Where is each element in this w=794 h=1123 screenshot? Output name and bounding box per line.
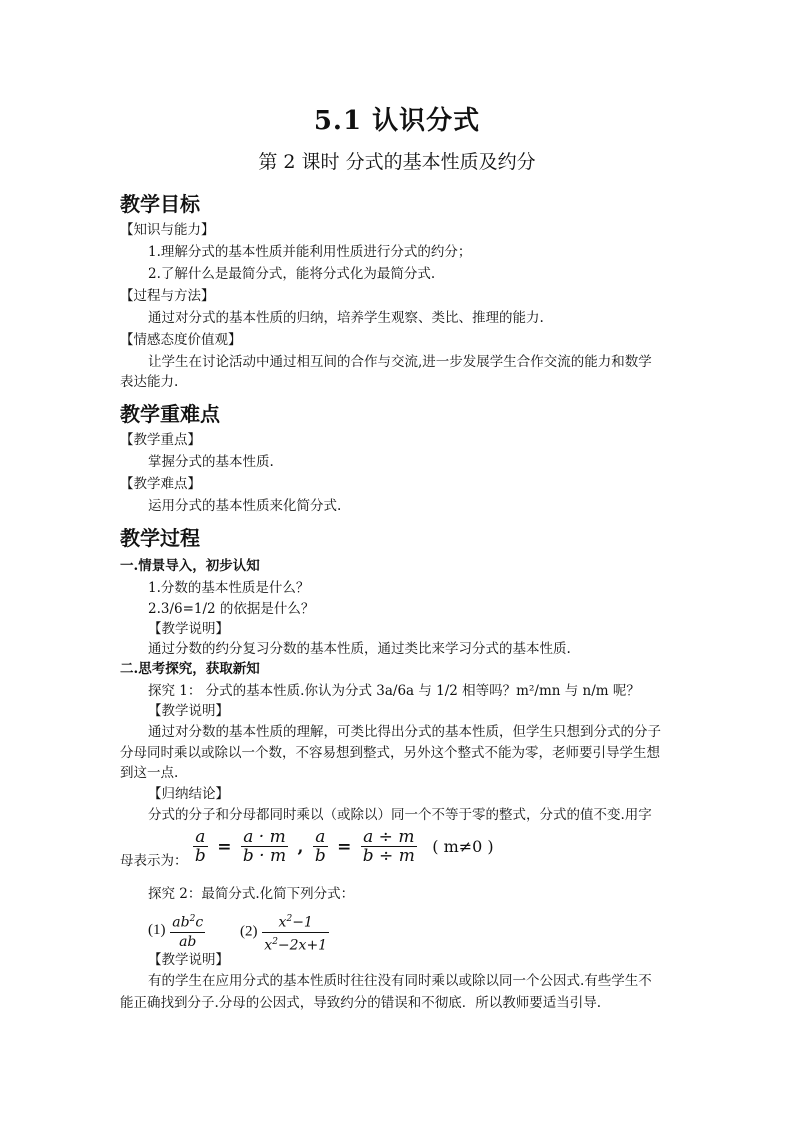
attitude-line-2: 表达能力. [120,374,179,390]
exercise-1: (1) $\frac{ab^2c}{ab}$ [148,910,205,951]
exercise-2-fraction: $\frac{x^2-1}{x^2-2x+1}$ [262,910,329,954]
tag-method: 【过程与方法】 [120,288,215,304]
page-title: 5.1 认识分式 [313,106,481,136]
conclusion-line-2: 母表示为： [120,853,188,869]
note-2-line-3: 到这一点. [120,765,179,781]
difficulty-item-1: 运用分式的基本性质来化简分式. [148,498,342,514]
note-2-line-2: 分母同时乘以或除以一个数，不容易想到整式，另外这个整式不能为零，老师要引导学生想 [120,745,660,761]
attitude-line-1: 让学生在讨论活动中通过相互间的合作与交流,进一步发展学生合作交流的能力和数学 [148,354,652,370]
comma: , [297,836,304,857]
equals-sign-2: = [337,836,352,857]
exercise-2: (2) $\frac{x^2-1}{x^2-2x+1}$ [240,910,329,954]
section-heading-goals: 教学目标 [120,192,200,216]
explore-1: 探究 1： 分式的基本性质.你认为分式 3a/6a 与 1/2 相等吗？m²/mn 与 n/m 呢？ [148,683,640,699]
fraction-property-formula [120,828,494,869]
tag-knowledge: 【知识与能力】 [120,222,215,238]
equals-sign: = [217,836,232,857]
section-heading-process: 教学过程 [120,526,200,550]
note-3-line-2: 能正确找到分子.分母的公因式，导致约分的错误和不彻底．所以教师要适当引导. [120,995,602,1011]
explore-2: 探究 2：最简分式.化简下列分式： [148,886,355,902]
tag-note-1: 【教学说明】 [148,621,229,637]
fraction-a-over-b: $\frac{a}{b}$ [194,827,206,866]
fraction-a-div-m-over-b-div-m: $\frac{a \div m}{b \div m}$ [362,827,415,866]
tag-focus: 【教学重点】 [120,432,201,448]
note-1: 通过分数的约分复习分数的基本性质，通过类比来学习分式的基本性质. [148,641,571,657]
method-item-1: 通过对分式的基本性质的归纳，培养学生观察、类比、推理的能力. [148,310,544,326]
tag-attitude: 【情感态度价值观】 [120,332,242,348]
note-3-line-1: 有的学生在应用分式的基本性质时往往没有同时乘以或除以同一个公因式.有些学生不 [148,973,652,989]
nonzero-condition: ( m≠0 ) [432,837,494,856]
knowledge-item-2: 2.了解什么是最简分式，能将分式化为最简分式. [148,266,436,282]
fraction-a-over-b-2: $\frac{a}{b}$ [314,827,326,866]
question-1: 1.分数的基本性质是什么？ [148,580,310,596]
note-2-line-1: 通过对分数的基本性质的理解，可类比得出分式的基本性质，但学生只想到分式的分子 [148,724,661,740]
part2-title: 二.思考探究，获取新知 [120,661,260,677]
section-heading-key-points: 教学重难点 [120,402,220,426]
tag-conclusion: 【归纳结论】 [148,786,229,802]
fraction-am-over-bm: $\frac{a \cdot m}{b \cdot m}$ [242,827,287,866]
question-2: 2.3/6=1/2 的依据是什么？ [148,601,315,617]
focus-item-1: 掌握分式的基本性质. [148,454,274,470]
tag-note-2: 【教学说明】 [148,703,229,719]
tag-note-3: 【教学说明】 [148,952,229,968]
page-subtitle: 第 2 课时 分式的基本性质及约分 [258,151,536,173]
conclusion-line-1: 分式的分子和分母都同时乘以（或除以）同一个不等于零的整式，分式的值不变.用字 [148,807,652,823]
part1-title: 一.情景导入，初步认知 [120,558,260,574]
exercise-1-fraction: $\frac{ab^2c}{ab}$ [170,910,205,951]
tag-difficulty: 【教学难点】 [120,476,201,492]
knowledge-item-1: 1.理解分式的基本性质并能利用性质进行分式的约分； [148,244,472,260]
